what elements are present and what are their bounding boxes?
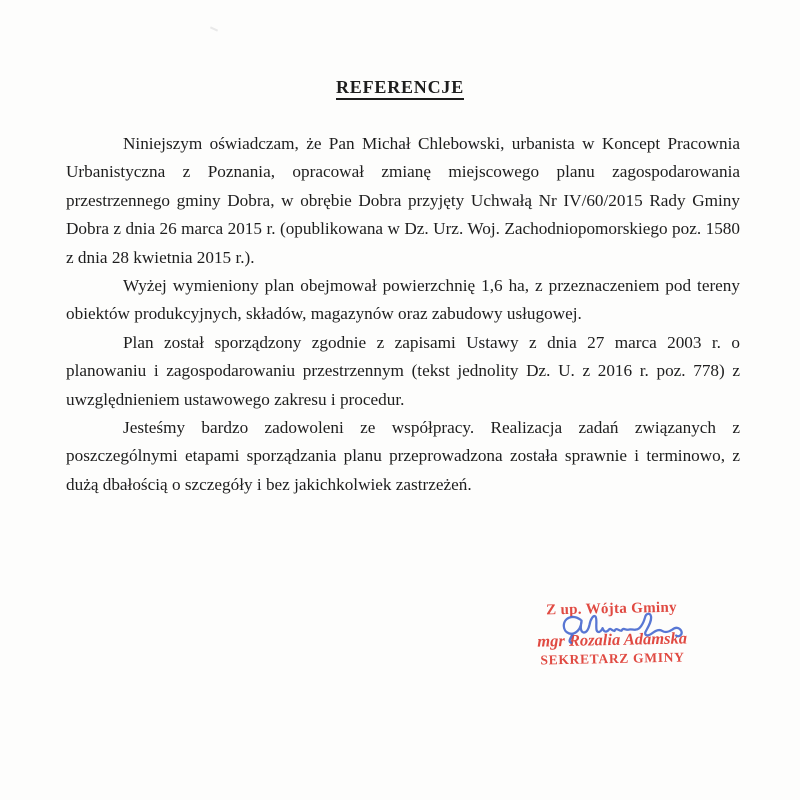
stamp-title-line: SEKRETARZ GMINY [540,649,685,668]
title-row [0,77,800,98]
stamp-authority-line: Z up. Wójta Gminy [545,599,677,619]
document-title: REFERENCJE [336,77,464,100]
paragraph-legal-basis: Plan został sporządzony zgodnie z zapisami Ustawy z dnia 27 marca 2003 r. o planowaniu i zagospodarowaniu przestrzennym (tekst jednolity Dz. U. z 2016 r. poz. 778) z uwzględnieniem ustawowego zakresu i procedur. [66,332,740,409]
document-body [66,130,740,499]
stamp-name-line: mgr Rozalia Adamska [537,628,688,651]
paragraph-satisfaction: Jesteśmy bardzo zadowoleni ze współpracy. Realizacja zadań związanych z poszczególnymi etapami sporządzania planu przeprowadzona została sprawnie i terminowo, z dużą dbałością o szczegóły i bez jakichkolwiek zastrzeżeń. [66,418,740,494]
official-stamp [521,598,702,669]
paragraph-declaration: Niniejszym oświadczam, że Pan Michał Chlebowski, urbanista w Koncept Pracownia Urbanistyczna z Poznania, opracował zmianę miejscowego planu zagospodarowania przestrzennego gminy Dobra, w obrębie Dobra przyjęty Uchwałą Nr IV/60/2015 Rady Gminy Dobra z dnia 26 marca 2015 r. (opublikowana w Dz. Urz. Woj. Zachodniopomorskiego poz. 1580 z dnia 28 kwietnia 2015 r.). [66,134,740,267]
paragraph-plan-area: Wyżej wymieniony plan obejmował powierzchnię 1,6 ha, z przeznaczeniem pod tereny obiektów produkcyjnych, składów, magazynów oraz zabudowy usługowej. [66,276,740,324]
